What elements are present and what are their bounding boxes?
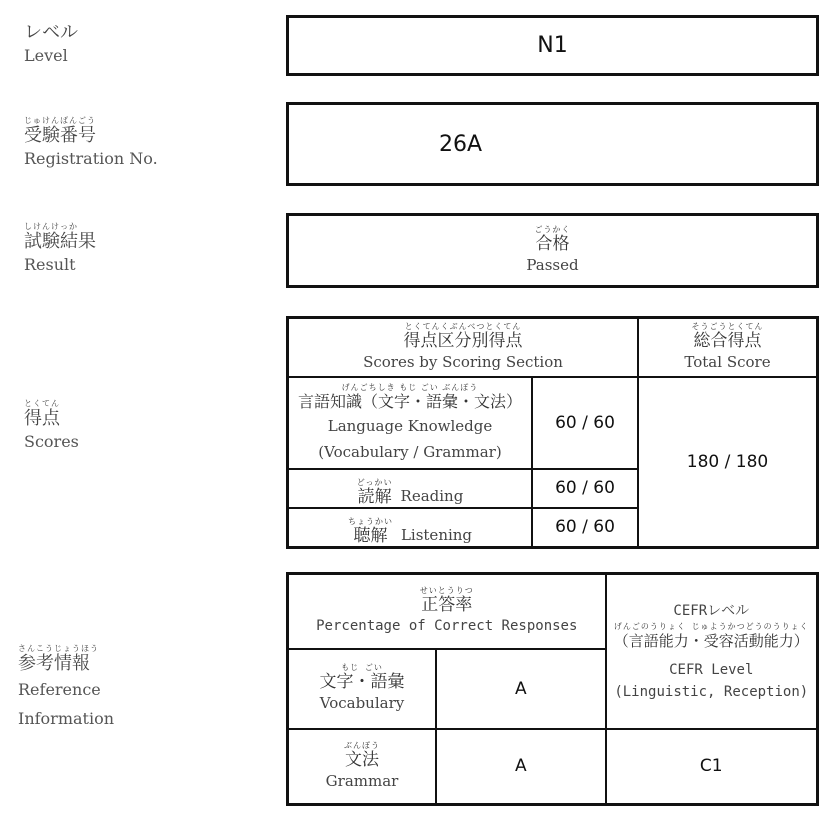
vocabulary-cell bbox=[288, 649, 437, 729]
reference-table bbox=[286, 572, 819, 806]
language-knowledge-cell bbox=[288, 377, 533, 469]
cefr-header-furigana: げんごのうりょく じゅようかつどうのうりょく bbox=[613, 621, 809, 631]
language-jp: 言語知識（文字・語彙・文法） bbox=[297, 391, 522, 411]
level-label-jp: レベル bbox=[24, 22, 78, 43]
reference-label-jp: 参考情報 bbox=[18, 653, 90, 674]
result-label bbox=[24, 222, 96, 277]
cefr-value-cell bbox=[606, 729, 818, 805]
registration-value-box bbox=[286, 102, 819, 186]
cefr-header-line2: （言語能力・受容活動能力） bbox=[613, 631, 809, 650]
scores-label-en: Scores bbox=[24, 432, 79, 451]
result-value-box bbox=[286, 213, 819, 288]
registration-furigana: じゅけんばんごう bbox=[24, 116, 96, 125]
section-header-furigana: とくてんくぶんべつとくてん bbox=[404, 321, 522, 331]
total-header-en: Total Score bbox=[684, 352, 771, 371]
language-score: 60 / 60 bbox=[555, 412, 615, 433]
pct-header-en: Percentage of Correct Responses bbox=[316, 617, 578, 634]
section-header-jp: 得点区分別得点 bbox=[403, 330, 523, 351]
scores-label-jp: 得点 bbox=[24, 408, 60, 429]
listening-en: Listening bbox=[400, 525, 473, 544]
grammar-cell bbox=[288, 729, 437, 805]
vocabulary-en: Vocabulary bbox=[319, 694, 405, 712]
vocabulary-jp: 文字・語彙 bbox=[319, 672, 405, 692]
result-value-en: Passed bbox=[526, 256, 579, 274]
reading-jp: 読解 bbox=[357, 486, 392, 507]
registration-value: 26A bbox=[439, 131, 483, 157]
reading-furigana: どっかい bbox=[356, 477, 393, 487]
total-score: 180 / 180 bbox=[686, 451, 769, 472]
reading-score-cell bbox=[532, 469, 638, 508]
result-furigana: しけんけっか bbox=[24, 222, 78, 231]
scores-label bbox=[24, 399, 79, 454]
grammar-grade-cell bbox=[436, 729, 606, 805]
total-header-cell bbox=[638, 318, 818, 377]
registration-label-jp: 受験番号 bbox=[24, 125, 96, 146]
listening-cell bbox=[288, 508, 533, 548]
listening-jp: 聴解 bbox=[353, 525, 388, 546]
result-value-jp: 合格 bbox=[535, 234, 570, 254]
level-value-box bbox=[286, 15, 819, 76]
grammar-jp: 文法 bbox=[345, 749, 379, 770]
reference-label-en1: Reference bbox=[18, 680, 101, 699]
pct-header-cell bbox=[288, 574, 606, 649]
total-header-jp: 総合得点 bbox=[693, 330, 762, 351]
result-value-furigana: ごうかく bbox=[534, 225, 571, 234]
reading-cell bbox=[288, 469, 533, 508]
scores-table bbox=[286, 316, 819, 549]
level-label bbox=[24, 22, 78, 68]
level-value: N1 bbox=[537, 33, 568, 58]
reference-label-en2: Information bbox=[18, 709, 115, 728]
reading-score: 60 / 60 bbox=[555, 478, 615, 498]
reading-en: Reading bbox=[400, 486, 464, 505]
reference-furigana: さんこうじょうほう bbox=[18, 644, 99, 653]
registration-label bbox=[24, 116, 158, 171]
language-score-cell bbox=[532, 377, 638, 469]
grammar-furigana: ぶんぽう bbox=[344, 740, 380, 750]
pct-header-furigana: せいとうりつ bbox=[419, 585, 474, 595]
reference-label bbox=[18, 644, 114, 733]
listening-furigana: ちょうかい bbox=[347, 516, 393, 526]
total-header-furigana: そうごうとくてん bbox=[691, 321, 764, 331]
cefr-value: C1 bbox=[699, 756, 723, 777]
scores-furigana: とくてん bbox=[24, 399, 60, 408]
language-en1: Language Knowledge bbox=[327, 416, 493, 435]
pct-header-jp: 正答率 bbox=[421, 594, 473, 615]
cefr-header-cell bbox=[606, 574, 818, 729]
section-header-cell bbox=[288, 318, 639, 377]
reading-label-wrap bbox=[357, 478, 464, 507]
level-label-en: Level bbox=[24, 46, 68, 65]
total-score-cell bbox=[638, 377, 818, 548]
cefr-header-line4: (Linguistic, Reception) bbox=[614, 683, 809, 700]
listening-label-wrap bbox=[348, 517, 472, 546]
grammar-en: Grammar bbox=[325, 771, 399, 790]
listening-score-cell bbox=[532, 508, 638, 548]
language-en2: (Vocabulary / Grammar) bbox=[318, 442, 502, 461]
listening-jp-wrap bbox=[348, 517, 393, 546]
cefr-header-line1: CEFRレベル bbox=[673, 602, 750, 619]
vocabulary-furigana: もじ ごい bbox=[341, 663, 383, 672]
cefr-header-line3: CEFR Level bbox=[669, 661, 754, 678]
vocabulary-grade-cell bbox=[436, 649, 606, 729]
language-furigana: げんごちしき もじ ごい ぶんぽう bbox=[341, 382, 479, 392]
grammar-grade: A bbox=[514, 756, 527, 777]
listening-score: 60 / 60 bbox=[555, 517, 615, 537]
result-label-jp: 試験結果 bbox=[24, 231, 96, 252]
reading-jp-wrap bbox=[357, 478, 393, 507]
vocabulary-grade: A bbox=[514, 678, 527, 699]
result-label-en: Result bbox=[24, 255, 76, 274]
section-header-en: Scores by Scoring Section bbox=[363, 352, 563, 371]
registration-label-en: Registration No. bbox=[24, 149, 158, 168]
